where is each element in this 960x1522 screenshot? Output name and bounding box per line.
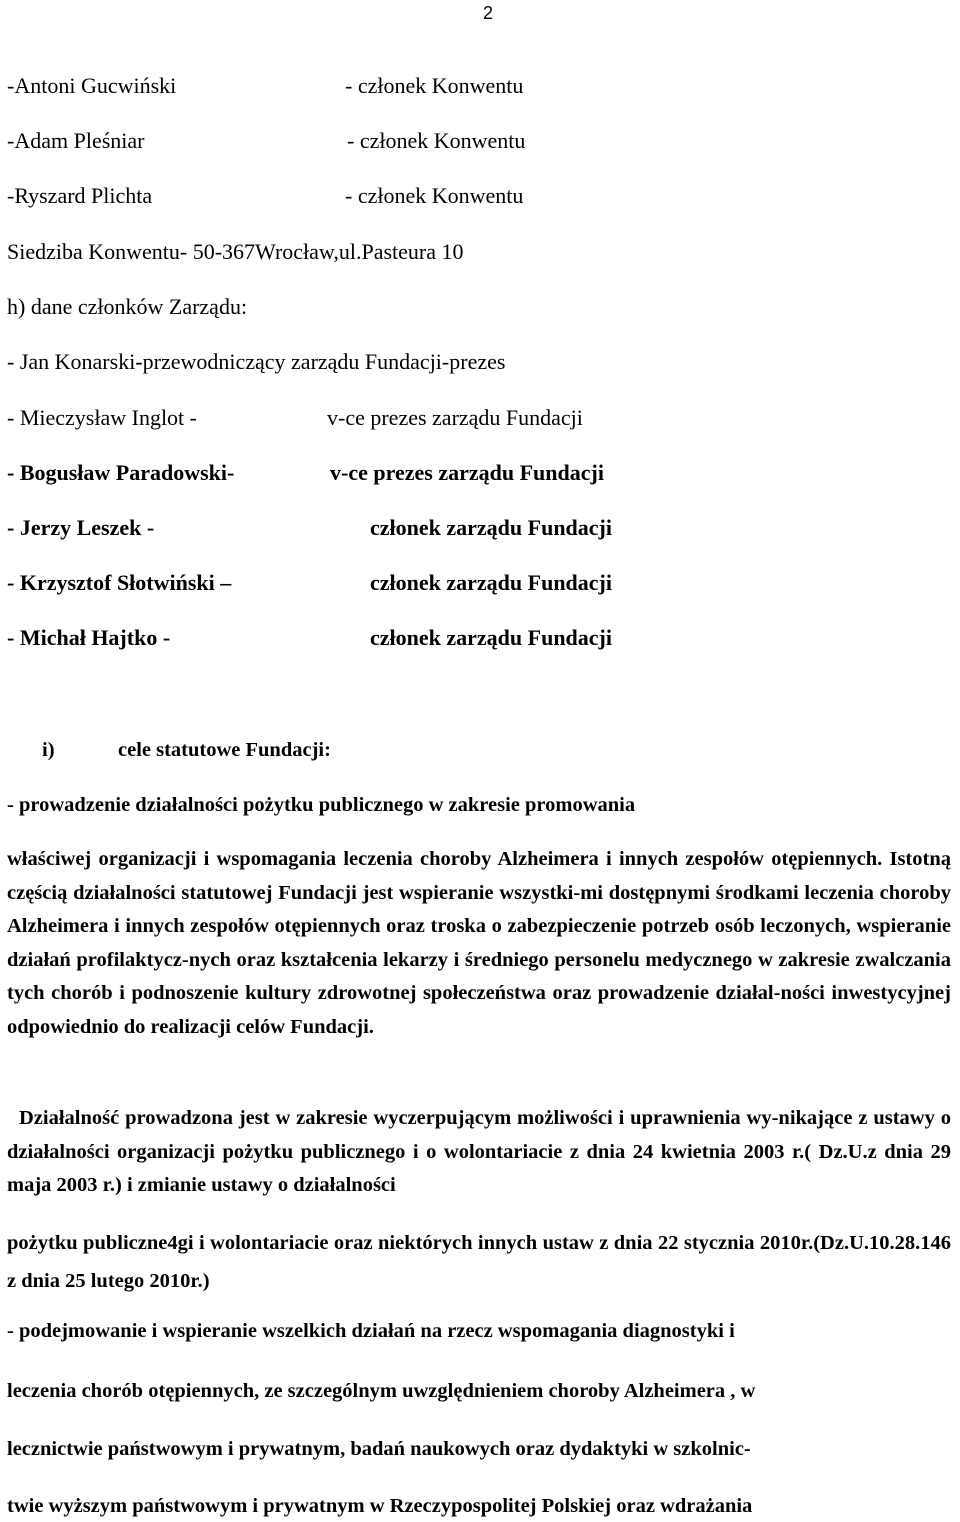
konwent-member-role: - członek Konwentu (345, 183, 524, 208)
zarzad-member-name: - Jan Konarski-przewodniczący zarządu Fundacji-prezes (7, 349, 506, 374)
statute-line: - podejmowanie i wspieranie wszelkich działań na rzecz wspomagania diagnostyki i (7, 1320, 735, 1342)
zarzad-member-name: - Jerzy Leszek - (7, 515, 155, 540)
statute-paragraph: właściwej organizacji i wspomagania leczenia choroby Alzheimera i innych zespołów otępiennych. Istotną częścią działalności statutowej Fundacji jest wspieranie wszystki-mi dostępnymi środkami leczenia choroby Alzheimera i innych zespołów otępiennych oraz troska o zabezpieczenie potrzeb osób leczonych, wspieranie działań profilaktycz-nych oraz kształcenia lekarzy i średniego personelu medycznego w zakresie zwalczania tych chorób i podnoszenie kultury zdrowotnej społeczeństwa oraz prowadzenie działal-ności inwestycyjnej odpowiednio do realizacji celów Fundacji. (7, 848, 951, 1038)
zarzad-member-role: v-ce prezes zarządu Fundacji (327, 405, 583, 430)
konwent-member-name: -Adam Pleśniar (7, 128, 145, 153)
page-number: 2 (483, 3, 494, 23)
konwent-member-name: -Ryszard Plichta (7, 183, 153, 208)
statute-paragraph: pożytku publiczne4gi i wolontariacie oraz niektórych innych ustaw z dnia 22 stycznia 2010r.(Dz.U.10.28.146 z dnia 25 lutego 2010r.) (7, 1232, 951, 1292)
statute-line: lecznictwie państwowym i prywatnym, badań naukowych oraz dydaktyki w szkolnic- (7, 1438, 751, 1460)
zarzad-member-role: członek zarządu Fundacji (370, 515, 612, 540)
statute-line: - prowadzenie działalności pożytku publicznego w zakresie promowania (7, 794, 636, 816)
statute-line: leczenia chorób otępiennych, ze szczególnym uwzględnieniem choroby Alzheimera , w (7, 1380, 756, 1402)
zarzad-heading: h) dane członków Zarządu: (7, 294, 248, 319)
statute-line: twie wyższym państwowym i prywatnym w Rzeczypospolitej Polskiej oraz wdrażania (7, 1495, 753, 1517)
zarzad-member-name: - Bogusław Paradowski- (7, 460, 235, 485)
zarzad-member-name: - Michał Hajtko - (7, 625, 171, 650)
konwent-member-role: - członek Konwentu (345, 73, 524, 98)
konwent-member-name: -Antoni Gucwiński (7, 73, 177, 98)
konwent-address: Siedziba Konwentu- 50-367Wrocław,ul.Pasteura 10 (7, 239, 464, 264)
zarzad-member-role: członek zarządu Fundacji (370, 570, 612, 595)
statute-paragraph: Działalność prowadzona jest w zakresie wyczerpującym możliwości i uprawnienia wy-nikające z ustawy o działalności organizacji pożytku publicznego i o wolontariacie z dnia 24 kwietnia 2003 r.( Dz.U.z dnia 29 maja 2003 r.) i zmianie ustawy o działalności (7, 1107, 951, 1196)
zarzad-member-name: - Krzysztof Słotwiński – (7, 570, 232, 595)
zarzad-member-name: - Mieczysław Inglot - (7, 405, 197, 430)
section-heading: cele statutowe Fundacji: (118, 739, 331, 761)
section-marker: i) (42, 739, 55, 761)
zarzad-member-role: v-ce prezes zarządu Fundacji (330, 460, 604, 485)
zarzad-member-role: członek zarządu Fundacji (370, 625, 612, 650)
konwent-member-role: - członek Konwentu (347, 128, 526, 153)
